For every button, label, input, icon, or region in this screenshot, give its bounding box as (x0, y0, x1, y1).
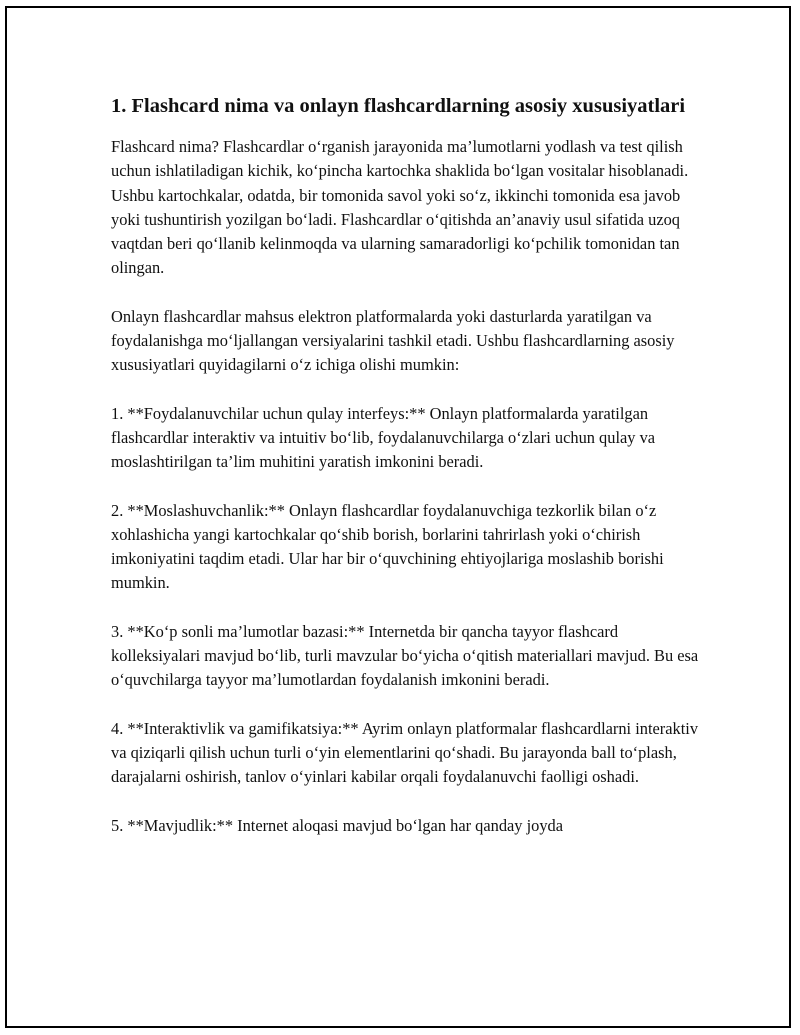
section-heading: 1. Flashcard nima va onlayn flashcardlarning asosiy xususiyatlari (111, 95, 686, 117)
list-item-flexibility: 2. **Moslashuvchanlik:** Onlayn flashcardlar foydalanuvchiga tezkorlik bilan o‘z xohlashicha yangi kartochkalar qo‘shib borish, borlarini tahrirlash yoki o‘chirish imkoniyatini taqdim etadi. Ular har bir o‘quvchining ehtiyojlariga moslashib borishi mumkin. (111, 500, 664, 593)
paragraph-intro: Flashcard nima? Flashcardlar o‘rganish jarayonida ma’lumotlarni yodlash va test qilish uchun ishlatiladigan kichik, ko‘pincha kartochka shaklida bo‘lgan vositalar hisoblanadi. Ushbu kartochkalar, odatda, bir tomonida savol yoki so‘z, ikkinchi tomonida esa javob yoki tushuntirish yozilgan bo‘ladi. Flashcardlar o‘qitishda an’anaviy usul sifatida uzoq vaqtdan beri qo‘llanib kelinmoqda va ularning samaradorligi ko‘pchilik tomonidan tan olingan. (111, 137, 689, 278)
list-item-interface: 1. **Foydalanuvchilar uchun qulay interfeys:** Onlayn platformalarda yaratilgan flashcardlar interaktiv va intuitiv bo‘lib, foydalanuvchilarga o‘zlari uchun qulay va moslashtirilgan ta’lim muhitini yaratish imkonini beradi. (111, 403, 656, 472)
paragraph-online-flashcards: Onlayn flashcardlar mahsus elektron platformalarda yoki dasturlarda yaratilgan va foydalanishga mo‘ljallangan versiyalarini tashkil etadi. Ushbu flashcardlarning asosiy xususiyatlari quyidagilarni o‘z ichiga olishi mumkin: (111, 306, 675, 375)
list-item-availability: 5. **Mavjudlik:** Internet aloqasi mavjud bo‘lgan har qanday joyda (111, 815, 563, 835)
list-item-database: 3. **Ko‘p sonli ma’lumotlar bazasi:** Internetda bir qancha tayyor flashcard kolleksiyalari mavjud bo‘lib, turli mavzular bo‘yicha o‘qitish materiallari mavjud. Bu esa o‘quvchilarga tayyor ma’lumotlardan foydalanish imkonini beradi. (111, 621, 699, 690)
document-body (111, 92, 701, 862)
list-item-gamification: 4. **Interaktivlik va gamifikatsiya:** Ayrim onlayn platformalar flashcardlarni interaktiv va qiziqarli qilish uchun turli o‘yin elementlarini qo‘shadi. Bu jarayonda ball to‘plash, darajalarni oshirish, tanlov o‘yinlari kabilar orqali foydalanuvchi faolligi oshadi. (111, 718, 699, 787)
